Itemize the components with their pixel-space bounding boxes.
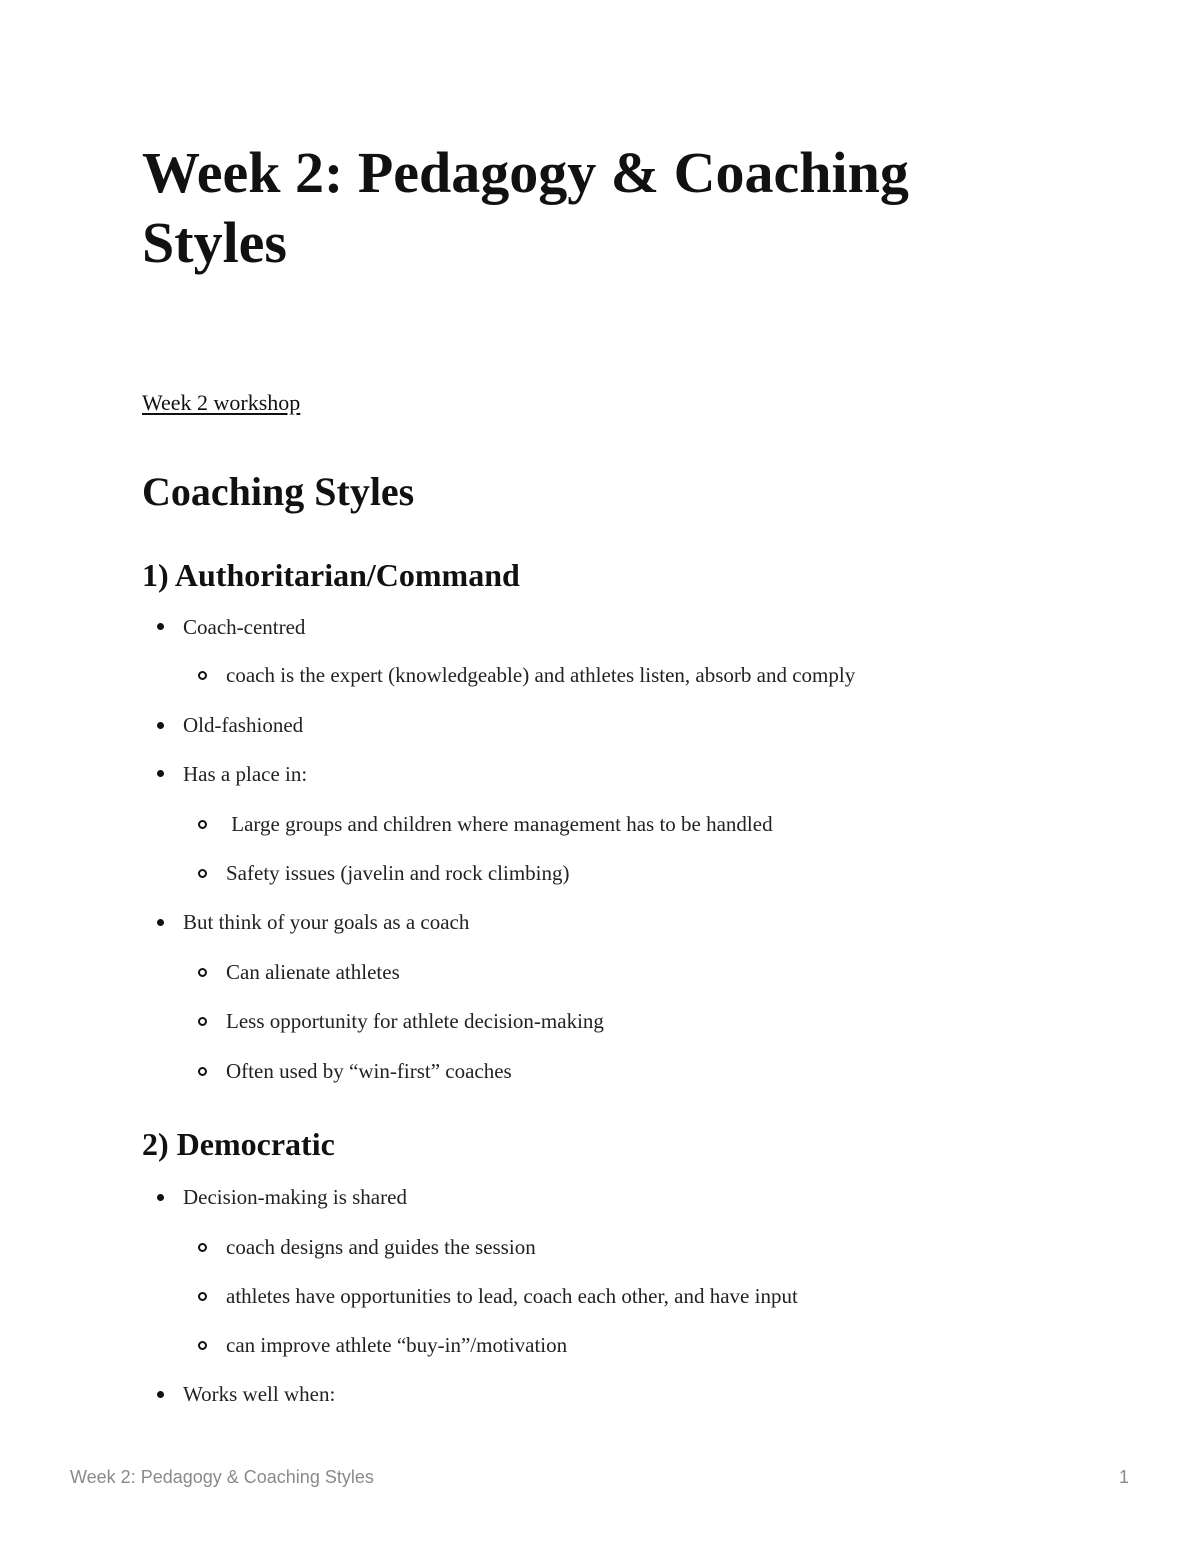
list-subitem: athletes have opportunities to lead, coach each other, and have input: [226, 1284, 798, 1308]
bullet-disc: [157, 770, 164, 777]
list-item: Works well when:: [183, 1382, 336, 1406]
bullet-circle: [198, 1067, 207, 1076]
list-item: Has a place in:: [183, 762, 308, 786]
bullet-circle: [198, 1243, 207, 1252]
list-item: Decision-making is shared: [183, 1185, 407, 1209]
footer-title: Week 2: Pedagogy & Coaching Styles: [70, 1467, 374, 1487]
list-subitem: Large groups and children where management has to be handled: [226, 812, 773, 836]
bullet-disc: [157, 1194, 164, 1201]
bullet-disc: [157, 722, 164, 729]
list-subitem: coach is the expert (knowledgeable) and athletes listen, absorb and comply: [226, 663, 856, 687]
bullet-circle: [198, 1341, 207, 1350]
list-subitem: Safety issues (javelin and rock climbing): [226, 861, 570, 885]
list-subitem: can improve athlete “buy-in”/motivation: [226, 1333, 568, 1357]
bullet-circle: [198, 1292, 207, 1301]
list-subitem: coach designs and guides the session: [226, 1235, 536, 1259]
heading-authoritarian-command: 1) Authoritarian/Command: [142, 557, 520, 593]
bullet-circle: [198, 671, 207, 680]
bullet-disc: [157, 919, 164, 926]
list-subitem: Can alienate athletes: [226, 960, 400, 984]
week-2-workshop-link[interactable]: Week 2 workshop: [142, 390, 301, 415]
list-item: But think of your goals as a coach: [183, 910, 470, 934]
list-subitem: Often used by “win-first” coaches: [226, 1059, 512, 1083]
page-number: 1: [1118, 1467, 1129, 1487]
bullet-circle: [198, 1017, 207, 1026]
page-title: Week 2: Pedagogy & Coaching Styles: [142, 140, 909, 275]
heading-democratic: 2) Democratic: [142, 1126, 335, 1162]
list-subitem: Less opportunity for athlete decision-making: [226, 1009, 604, 1033]
section-heading-coaching-styles: Coaching Styles: [142, 469, 415, 514]
bullet-circle: [198, 869, 207, 878]
bullet-circle: [198, 820, 207, 829]
bullet-disc: [157, 1391, 164, 1398]
bullet-circle: [198, 968, 207, 977]
bullet-disc: [157, 623, 164, 630]
list-item: Coach-centred: [183, 615, 306, 639]
list-item: Old-fashioned: [183, 713, 304, 737]
